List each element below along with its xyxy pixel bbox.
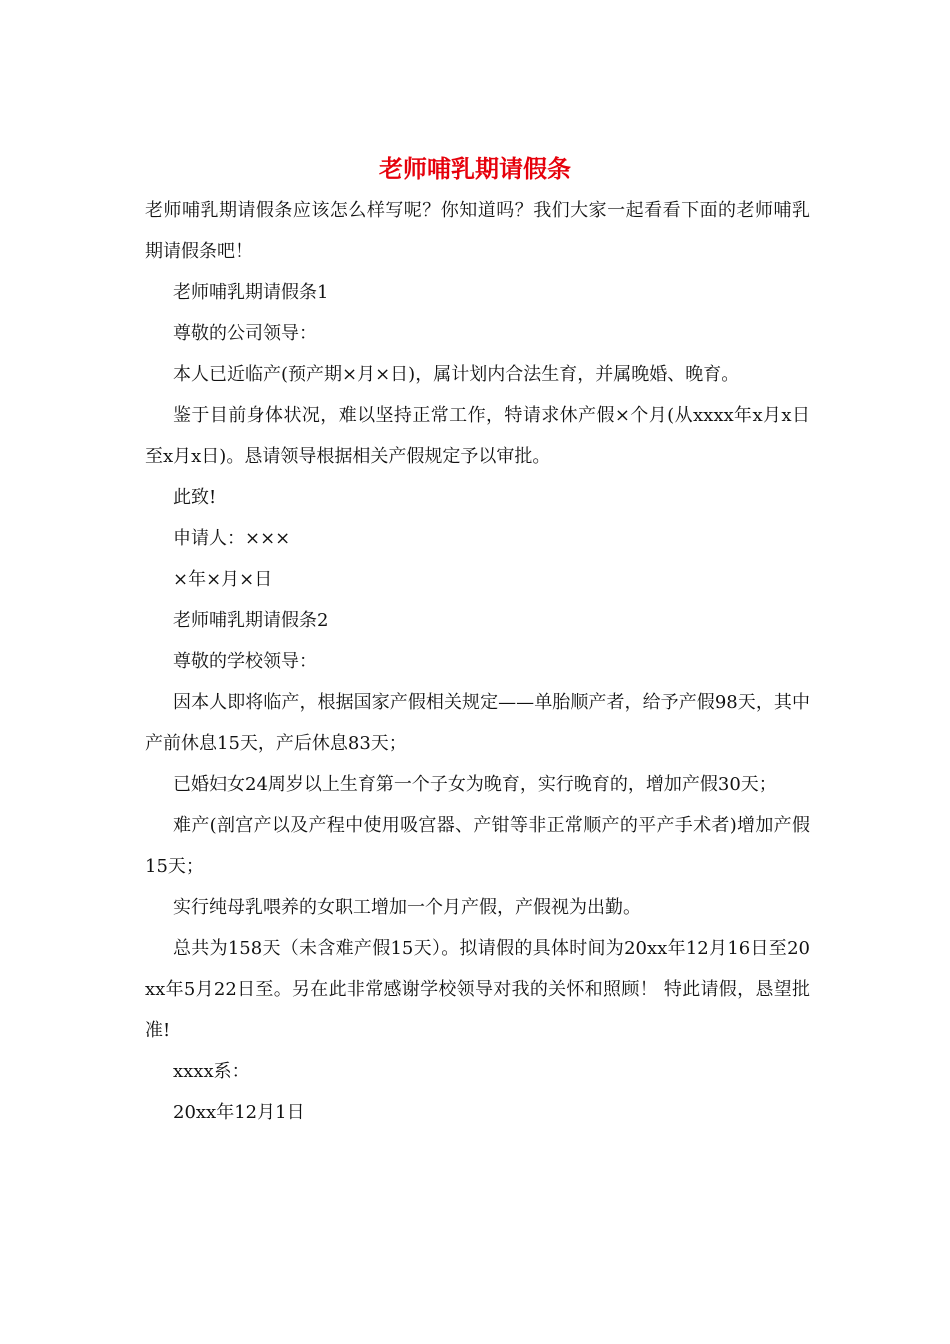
- paragraph: 实行纯母乳喂养的女职工增加一个月产假，产假视为出勤。: [173, 897, 641, 918]
- paragraph: 老师哺乳期请假条2: [173, 610, 329, 631]
- paragraph: 申请人：×××: [173, 528, 291, 549]
- paragraph: 尊敬的公司领导：: [173, 323, 317, 344]
- paragraph: 本人已近临产(预产期×月×日)，属计划内合法生育，并属晚婚、晚育。: [173, 364, 740, 385]
- paragraph: xxxx系：: [173, 1061, 250, 1082]
- paragraph: 总共为158天（未含难产假15天）。拟请假的具体时间为20xx年12月16日至20xx年5月22日至。另在此非常感谢学校领导对我的关怀和照顾！ 特此请假，恳望批准!: [145, 938, 810, 1041]
- paragraph: 老师哺乳期请假条1: [173, 282, 329, 303]
- paragraph: 老师哺乳期请假条应该怎么样写呢？你知道吗？我们大家一起看看下面的老师哺乳期请假条吧！: [145, 200, 810, 262]
- paragraph: 难产(剖宫产以及产程中使用吸宫器、产钳等非正常顺产的平产手术者)增加产假15天；: [145, 815, 810, 877]
- paragraph: 已婚妇女24周岁以上生育第一个子女为晚育，实行晚育的，增加产假30天；: [173, 774, 777, 795]
- paragraph: ×年×月×日: [173, 569, 273, 590]
- document-title: 老师哺乳期请假条: [379, 154, 571, 183]
- paragraph: 20xx年12月1日: [173, 1102, 305, 1123]
- paragraph: 鉴于目前身体状况，难以坚持正常工作，特请求休产假×个月(从xxxx年x月x日至x月x日)。恳请领导根据相关产假规定予以审批。: [145, 405, 810, 467]
- paragraph: 尊敬的学校领导：: [173, 651, 317, 672]
- paragraph: 此致!: [173, 487, 217, 508]
- paragraph: 因本人即将临产，根据国家产假相关规定——单胎顺产者，给予产假98天，其中产前休息15天，产后休息83天；: [145, 692, 810, 754]
- document-body: [145, 190, 810, 1133]
